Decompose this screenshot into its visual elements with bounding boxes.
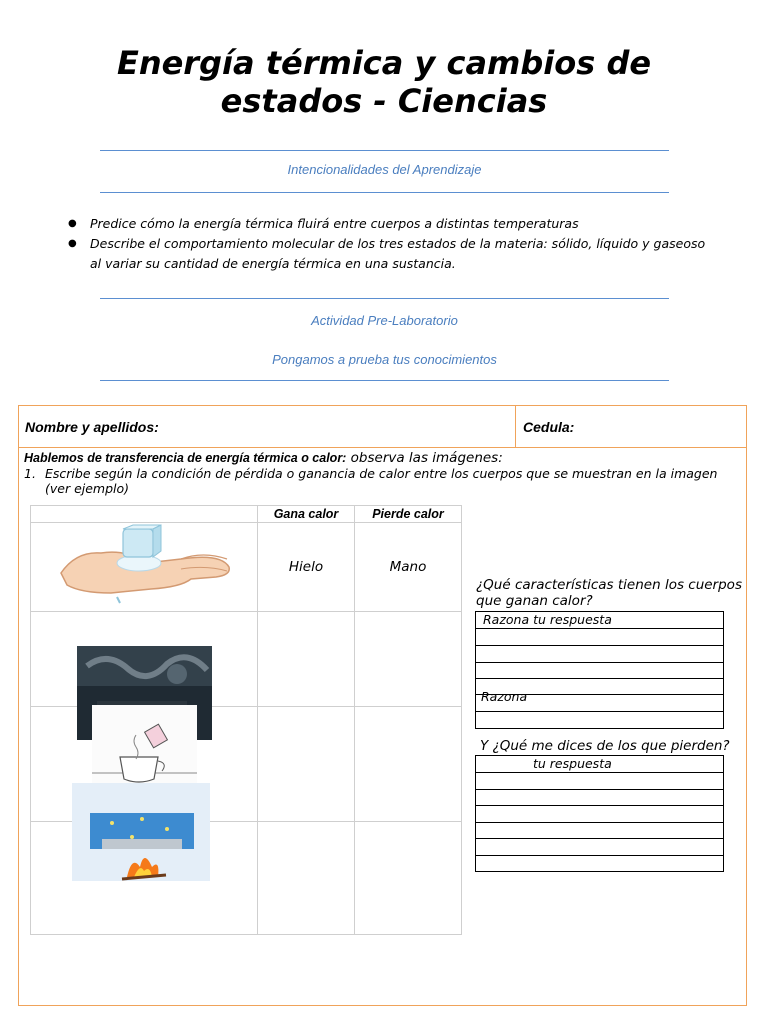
list-item: ● Describe el comportamiento molecular de los tres estados de la materia: sólido, líquido y gaseoso	[68, 234, 728, 254]
answer-cell[interactable]	[258, 707, 355, 822]
section-pongamos: Pongamos a prueba tus conocimientos	[272, 352, 497, 367]
divider	[18, 447, 747, 448]
answer-cell[interactable]	[258, 822, 355, 935]
item-text: Escribe según la condición de pérdida o ganancia de calor entre los cuerpos que se muestran en la imagen (ver ejemplo)	[45, 466, 718, 496]
answer-cell[interactable]	[355, 822, 462, 935]
box1-prompt: Razona tu respuesta	[483, 612, 612, 627]
objectives-list	[68, 214, 728, 274]
nombre-label: Nombre y apellidos:	[25, 419, 159, 435]
image-column-header	[31, 506, 258, 523]
page-title	[40, 44, 728, 120]
nombre-field[interactable]	[180, 410, 510, 444]
col-pierde-calor: Pierde calor	[355, 506, 462, 523]
cedula-label: Cedula:	[523, 419, 575, 435]
example-gana: Hielo	[258, 523, 355, 612]
item-number: 1.	[24, 466, 36, 481]
divider	[100, 380, 669, 381]
intro-rest: observa las imágenes:	[346, 450, 503, 466]
example-pierde: Mano	[355, 523, 462, 612]
question-2: Y ¿Qué me dices de los que pierden?	[480, 738, 730, 754]
divider	[100, 192, 669, 193]
pot-fire-image	[72, 783, 210, 881]
hand-ice-image-cell	[31, 523, 258, 612]
hand-ice-icon	[31, 523, 257, 607]
answer-box-1[interactable]	[475, 611, 724, 729]
title-line-1: Energía térmica y cambios de	[116, 44, 652, 82]
answer-box-2[interactable]	[475, 755, 724, 872]
list-item: ● Predice cómo la energía térmica fluirá entre cuerpos a distintas temperaturas	[68, 214, 728, 234]
box1-prompt-2: Razona	[481, 689, 528, 704]
col-gana-calor: Gana calor	[258, 506, 355, 523]
intro-lead: Hablemos de transferencia de energía térmica o calor:	[24, 451, 347, 465]
box2-prompt: tu respuesta	[533, 756, 612, 771]
list-item-continuation: al variar su cantidad de energía térmica en una sustancia.	[90, 256, 456, 271]
divider	[515, 405, 516, 448]
cedula-field[interactable]	[580, 410, 740, 444]
section-intencionalidades: Intencionalidades del Aprendizaje	[287, 162, 482, 177]
answer-cell[interactable]	[355, 707, 462, 822]
divider	[100, 150, 669, 151]
question-1: ¿Qué características tienen los cuerpos que ganan calor?	[476, 577, 742, 609]
divider	[100, 298, 669, 299]
answer-cell[interactable]	[258, 612, 355, 707]
section-actividad: Actividad Pre-Laboratorio	[311, 313, 458, 328]
answer-cell[interactable]	[355, 612, 462, 707]
title-line-2: estados - Ciencias	[220, 82, 548, 120]
instructions	[24, 450, 744, 496]
